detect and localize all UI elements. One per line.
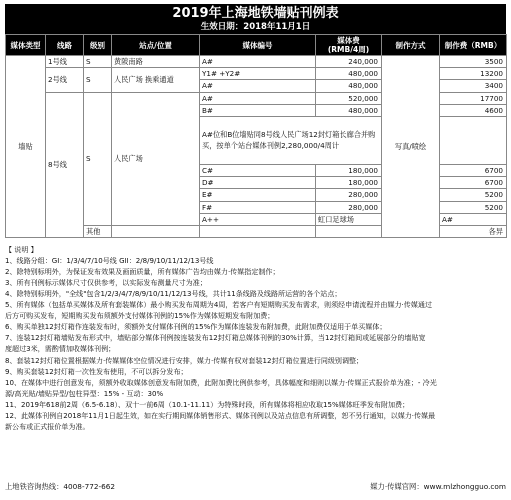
media-code-cell: F# (200, 201, 316, 213)
production-fee-cell: 5200 (440, 201, 507, 213)
note-line: 源/高光贴/墙贴异型/包柱异型：15% - 互动：30% (5, 388, 164, 398)
media-code-cell: C# (200, 164, 316, 176)
rate-table (5, 34, 507, 238)
header-media-fee: 媒体费 (RMB/4周) (316, 35, 382, 56)
media-type-cell: 墙贴 (6, 56, 46, 238)
media-fee-cell: 480,000 (316, 80, 382, 92)
production-fee-cell: 13200 (440, 68, 507, 80)
media-code-cell: A# (440, 213, 507, 225)
media-code-cell: A# (200, 92, 316, 104)
page-title: 2019年上海地铁墙贴刊例表 (172, 6, 339, 21)
level-cell: S (84, 68, 112, 92)
media-fee-cell: 520,000 (316, 92, 382, 104)
note-line: 7、连装12封灯箱墙贴发布形式中，墙贴部分媒体刊例按连装发布12封灯箱总媒体刊例的30%计算，当12封灯箱间或延展部分的墙贴宽 (5, 333, 426, 343)
line-cell: 其他 (84, 225, 112, 237)
note-line: 6、购买单独12封灯箱作连装发布时，须额外支付媒体刊例的15%作为媒体连装发布附加费，此附加费仅适用于单买媒体； (5, 322, 387, 332)
media-fee-cell: 各异 (440, 225, 507, 237)
media-fee-cell: 180,000 (316, 164, 382, 176)
level-cell: S (84, 92, 112, 225)
table-header-row (6, 35, 507, 56)
media-fee-cell: 240,000 (316, 56, 382, 68)
header-line: 线路 (46, 35, 84, 56)
level-cell (112, 225, 200, 237)
production-fee-cell: 3400 (440, 80, 507, 92)
media-code-cell: E# (200, 189, 316, 201)
station-cell: 人民广场 换乘通道 (112, 68, 200, 92)
bundle-note-cell: A#位和B位墙贴同8号线人民广场12封灯箱长廊合并购买，按单个站台媒体刊例2,280,000/4周计 (200, 116, 382, 164)
header-level: 级别 (84, 35, 112, 56)
header-production-fee: 制作费（RMB） (440, 35, 507, 56)
note-line: 11、2019年618前2周（6.5-6.18）、双十一前6周（10.1-11.11）为特殊时段，所有媒体将相应收取15%媒体旺季发布附加费； (5, 399, 410, 409)
production-fee-cell: 17700 (440, 92, 507, 104)
note-line: 2、除特别标明外，为保证发布效果及画面质量，所有媒体广告均由媒力·传媒指定制作； (5, 267, 280, 277)
line-cell: 2号线 (46, 68, 84, 92)
header-media-type: 媒体类型 (6, 35, 46, 56)
notes-section (5, 244, 506, 432)
media-code-cell: A# (200, 80, 316, 92)
note-line: 10、在媒体中进行创意发布，须额外收取媒体创意发布附加费，此附加费比例供参考，具体幅度和细则以媒力·传媒正式报价单为准；- 冷光 (5, 377, 437, 387)
footer (5, 482, 506, 492)
header-production-method: 制作方式 (382, 35, 440, 56)
note-line: 1、线路分组：GI：1/3/4/7/10号线 GII：2/8/9/10/11/12/13号线 (5, 256, 214, 266)
station-cell: 虹口足球场 (316, 213, 382, 225)
note-line: 12、此媒体刊例自2018年11月1日起生效，如在实行期间媒体销售形式、媒体刊例以及站点信息有所调整，恕不另行通知，以媒力·传媒最 (5, 410, 436, 420)
note-line: 新公布或正式报价单为准。 (5, 421, 90, 431)
line-cell: 1号线 (46, 56, 84, 68)
note-line: 后方可购买发布，短期购买发布须额外支付媒体刊例的15%作为媒体短期发布附加费； (5, 311, 275, 321)
title-bar (5, 4, 506, 34)
production-fee-cell: 3500 (440, 56, 507, 68)
note-line: 9、购买套装12封灯箱一次性发布使用，不可以拆分发布； (5, 366, 188, 376)
production-method-cell: 写真/喷绘 (382, 56, 440, 238)
level-cell: S (84, 56, 112, 68)
production-fee-cell: 6700 (440, 177, 507, 189)
level-cell: A++ (200, 213, 316, 225)
station-cell: 人民广场 (112, 92, 200, 225)
note-line: 4、除特别标明外，"全线"包含1/2/3/4/7/8/9/10/11/12/13号线，共计11条线路及线路所运营的各个站点； (5, 289, 342, 299)
website-link[interactable]: 媒力·传媒官网：www.mlzhongguo.com (370, 482, 506, 491)
media-fee-cell: 480,000 (316, 104, 382, 116)
media-code-cell: D# (200, 177, 316, 189)
note-line: 5、所有媒体（包括单买媒体及所有套装媒体）最小购买发布周期为4周，若客户有短期购买发布需求，则须经申请流程并由媒力·传媒通过 (5, 300, 432, 310)
media-fee-cell: 480,000 (316, 68, 382, 80)
production-fee-cell: 4600 (440, 104, 507, 116)
table-row (6, 56, 507, 68)
header-station: 站点/位置 (112, 35, 200, 56)
notes-heading: 【 说明 】 (5, 245, 38, 255)
note-line: 8、套装12封灯箱位置根据媒力·传媒媒体空位情况进行安排，媒力·传媒有权对套装12封灯箱位置进行同级别调整； (5, 355, 364, 365)
production-fee-cell: 5200 (440, 189, 507, 201)
media-code-cell: Y1# +Y2# (200, 68, 316, 80)
header-media-code: 媒体编号 (200, 35, 316, 56)
media-fee-cell: 280,000 (316, 201, 382, 213)
production-fee-cell (440, 116, 507, 164)
note-line: 度超过3米，需酌情加收媒体刊例； (5, 344, 116, 354)
note-line: 3、所有刊例标示媒体尺寸仅供参考，以实际发布测量尺寸为准； (5, 278, 207, 288)
hotline-text: 上地铁咨询热线：4008-772-662 (5, 482, 116, 491)
effective-date: 生效日期：2018年11月1日 (200, 22, 311, 32)
media-code-cell: B# (200, 104, 316, 116)
media-code-cell (316, 225, 382, 237)
station-cell: 黄陂南路 (112, 56, 200, 68)
media-fee-cell: 180,000 (316, 177, 382, 189)
production-fee-cell: 6700 (440, 164, 507, 176)
line-cell: 8号线 (46, 92, 84, 238)
media-fee-cell: 280,000 (316, 189, 382, 201)
station-cell (200, 225, 316, 237)
media-code-cell: A# (200, 56, 316, 68)
